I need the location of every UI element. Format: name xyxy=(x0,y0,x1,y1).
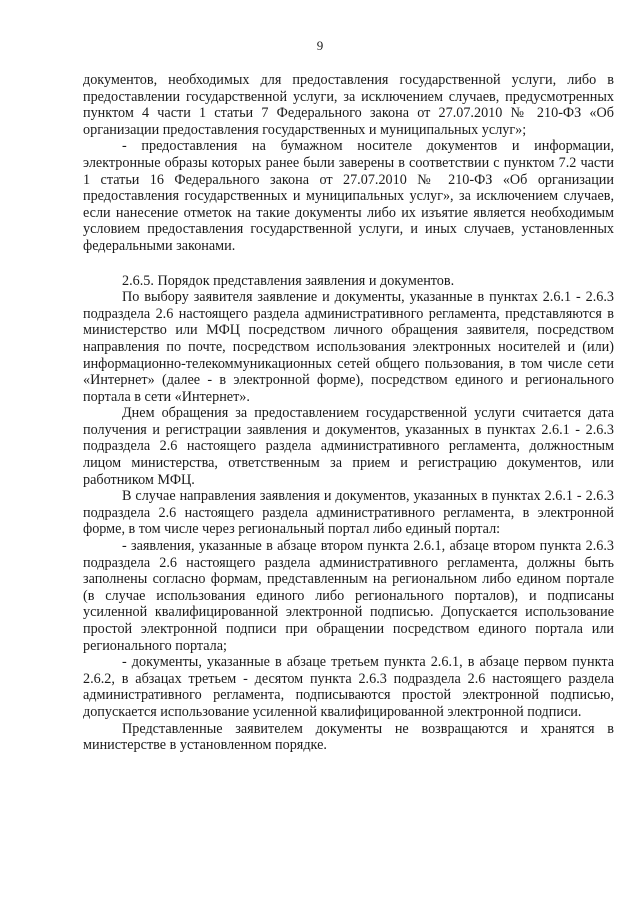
paragraph: По выбору заявителя заявление и документы, указанные в пунктах 2.6.1 - 2.6.3 подраздела 2.6 настоящего раздела административного регламента, представляются в министерство или МФЦ посредством личного обращения заявителя, посредством направления по почте, посредством использования электронных носителей и (или) информационно-телекоммуникационных сетей общего пользования, в том числе сети «Интернет» (далее - в электронной форме), посредством единого и регионального портала в сети «Интернет». xyxy=(83,289,614,405)
paragraph: В случае направления заявления и документов, указанных в пунктах 2.6.1 - 2.6.3 подраздела 2.6 настоящего раздела административного регламента, в электронной форме, в том числе через региональный портал либо единый портал: xyxy=(83,488,614,538)
document-body xyxy=(83,72,614,754)
paragraph: Представленные заявителем документы не возвращаются и хранятся в министерстве в установленном порядке. xyxy=(83,720,614,754)
page-number: 9 xyxy=(316,38,324,53)
paragraph-continuation: документов, необходимых для предоставления государственной услуги, либо в предоставлении государственной услуги, за исключением случаев, предусмотренных пунктом 4 части 1 статьи 7 Федерального закона от 27.07.2010 № 210-ФЗ «Об организации предоставления государственных и муниципальных услуг»; xyxy=(83,72,614,138)
paragraph-list-item: - документы, указанные в абзаце третьем пункта 2.6.1, в абзаце первом пункта 2.6.2, в абзацах третьем - десятом пункта 2.6.3 подраздела 2.6 настоящего раздела административного регламента, подписываются простой электронной подписью, допускается использование усиленной квалифицированной электронной подписи. xyxy=(83,654,614,720)
paragraph: Днем обращения за предоставлением государственной услуги считается дата получения и регистрации заявления и документов, указанных в пунктах 2.6.1 - 2.6.3 подраздела 2.6 настоящего раздела административного регламента, должностным лицом министерства, ответственным за прием и регистрацию документов, или работником МФЦ. xyxy=(83,405,614,488)
paragraph-list-item: - предоставления на бумажном носителе документов и информации, электронные образы которых ранее были заверены в соответствии с пунктом 7.2 части 1 статьи 16 Федерального закона от 27.07.2010 № 210-ФЗ «Об организации предоставления государственных и муниципальных услуг», за исключением случаев, если нанесение отметок на такие документы либо их изъятие является необходимым условием предоставления государственной услуги, и иных случаев, установленных федеральными законами. xyxy=(83,138,614,254)
paragraph-list-item: - заявления, указанные в абзаце втором пункта 2.6.1, абзаце втором пункта 2.6.3 подраздела 2.6 настоящего раздела административного регламента, должны быть заполнены согласно формам, представленным на региональном либо едином портале (в случае использования единого либо регионального порталов), и подписаны усиленной квалифицированной электронной подписью. Допускается использование простой электронной подписи при обращении посредством единого портала или регионального портала; xyxy=(83,538,614,654)
section-heading: 2.6.5. Порядок представления заявления и документов. xyxy=(122,272,455,289)
